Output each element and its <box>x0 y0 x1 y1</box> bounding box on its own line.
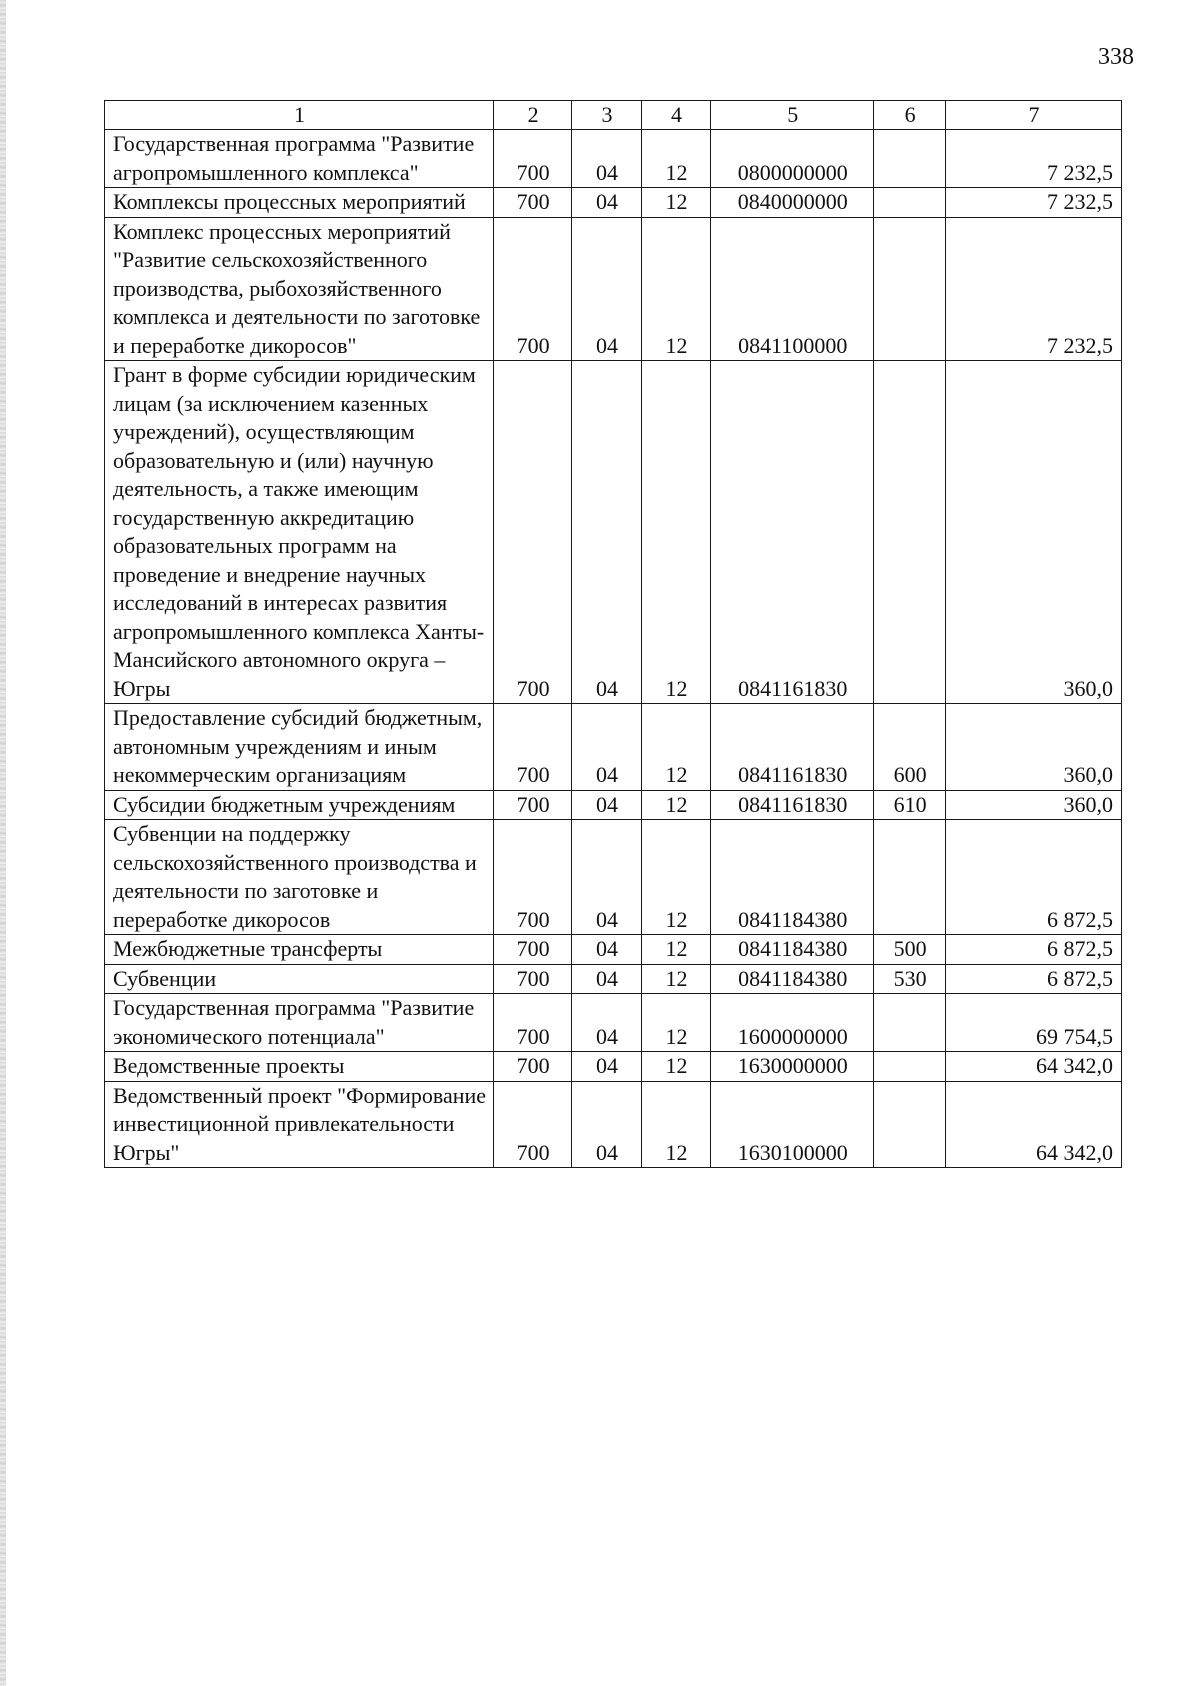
cell-col5: 0841161830 <box>711 361 874 704</box>
cell-col3: 04 <box>572 361 642 704</box>
cell-col4: 12 <box>641 790 711 820</box>
cell-col2: 700 <box>493 217 571 361</box>
cell-col2: 700 <box>493 188 571 218</box>
cell-col7: 6 872,5 <box>945 820 1121 935</box>
cell-col4: 12 <box>641 704 711 791</box>
row-name: Субсидии бюджетным учреждениям <box>105 790 494 820</box>
cell-col7: 6 872,5 <box>945 964 1121 994</box>
header-cell: 6 <box>874 101 946 130</box>
cell-col7: 360,0 <box>945 704 1121 791</box>
row-name: Субвенции на поддержку сельскохозяйственного производства и деятельности по заготовке и переработке дикоросов <box>105 820 494 935</box>
cell-col5: 0841184380 <box>711 820 874 935</box>
cell-col5: 1630000000 <box>711 1052 874 1082</box>
cell-col6 <box>874 361 946 704</box>
cell-col5: 0841100000 <box>711 217 874 361</box>
cell-col4: 12 <box>641 1052 711 1082</box>
row-name: Предоставление субсидий бюджетным, автономным учреждениям и иным некоммерческим организациям <box>105 704 494 791</box>
cell-col7: 360,0 <box>945 790 1121 820</box>
cell-col4: 12 <box>641 964 711 994</box>
table-row <box>105 1052 1122 1082</box>
table-row <box>105 820 1122 935</box>
table-row <box>105 130 1122 188</box>
cell-col6: 500 <box>874 935 946 965</box>
cell-col3: 04 <box>572 994 642 1052</box>
cell-col7: 7 232,5 <box>945 188 1121 218</box>
cell-col6: 610 <box>874 790 946 820</box>
cell-col6 <box>874 130 946 188</box>
header-cell: 7 <box>945 101 1121 130</box>
cell-col2: 700 <box>493 964 571 994</box>
row-name: Ведомственный проект "Формирование инвестиционной привлекательности Югры" <box>105 1081 494 1168</box>
cell-col7: 64 342,0 <box>945 1081 1121 1168</box>
header-cell: 1 <box>105 101 494 130</box>
cell-col2: 700 <box>493 994 571 1052</box>
cell-col6 <box>874 1081 946 1168</box>
cell-col7: 360,0 <box>945 361 1121 704</box>
cell-col3: 04 <box>572 130 642 188</box>
cell-col4: 12 <box>641 820 711 935</box>
cell-col6 <box>874 217 946 361</box>
cell-col3: 04 <box>572 1081 642 1168</box>
cell-col7: 6 872,5 <box>945 935 1121 965</box>
budget-table <box>104 100 1122 1168</box>
header-cell: 3 <box>572 101 642 130</box>
row-name: Межбюджетные трансферты <box>105 935 494 965</box>
cell-col2: 700 <box>493 820 571 935</box>
table-row <box>105 1081 1122 1168</box>
cell-col5: 0841184380 <box>711 935 874 965</box>
cell-col4: 12 <box>641 217 711 361</box>
cell-col5: 0841161830 <box>711 704 874 791</box>
table-row <box>105 188 1122 218</box>
cell-col5: 0840000000 <box>711 188 874 218</box>
table-row <box>105 361 1122 704</box>
cell-col6 <box>874 1052 946 1082</box>
cell-col6: 530 <box>874 964 946 994</box>
cell-col7: 69 754,5 <box>945 994 1121 1052</box>
table-row <box>105 964 1122 994</box>
cell-col4: 12 <box>641 361 711 704</box>
cell-col2: 700 <box>493 790 571 820</box>
table-header-row <box>105 101 1122 130</box>
row-name: Государственная программа "Развитие экономического потенциала" <box>105 994 494 1052</box>
cell-col7: 64 342,0 <box>945 1052 1121 1082</box>
cell-col3: 04 <box>572 935 642 965</box>
cell-col2: 700 <box>493 361 571 704</box>
row-name: Субвенции <box>105 964 494 994</box>
cell-col2: 700 <box>493 1081 571 1168</box>
cell-col3: 04 <box>572 217 642 361</box>
cell-col6 <box>874 994 946 1052</box>
cell-col3: 04 <box>572 704 642 791</box>
header-cell: 2 <box>493 101 571 130</box>
cell-col4: 12 <box>641 130 711 188</box>
cell-col5: 1630100000 <box>711 1081 874 1168</box>
cell-col6: 600 <box>874 704 946 791</box>
cell-col4: 12 <box>641 935 711 965</box>
cell-col5: 0800000000 <box>711 130 874 188</box>
table-row <box>105 704 1122 791</box>
cell-col5: 1600000000 <box>711 994 874 1052</box>
cell-col7: 7 232,5 <box>945 217 1121 361</box>
cell-col4: 12 <box>641 1081 711 1168</box>
cell-col3: 04 <box>572 1052 642 1082</box>
row-name: Комплексы процессных мероприятий <box>105 188 494 218</box>
cell-col2: 700 <box>493 130 571 188</box>
cell-col6 <box>874 188 946 218</box>
row-name: Комплекс процессных мероприятий "Развитие сельскохозяйственного производства, рыбохозяйственного комплекса и деятельности по заготовке и переработке дикоросов" <box>105 217 494 361</box>
cell-col3: 04 <box>572 188 642 218</box>
cell-col6 <box>874 820 946 935</box>
cell-col7: 7 232,5 <box>945 130 1121 188</box>
table-row <box>105 790 1122 820</box>
cell-col3: 04 <box>572 790 642 820</box>
cell-col3: 04 <box>572 964 642 994</box>
cell-col5: 0841184380 <box>711 964 874 994</box>
page-number: 338 <box>1098 44 1134 70</box>
cell-col5: 0841161830 <box>711 790 874 820</box>
cell-col2: 700 <box>493 1052 571 1082</box>
cell-col4: 12 <box>641 994 711 1052</box>
row-name: Грант в форме субсидии юридическим лицам (за исключением казенных учреждений), осуществляющим образовательную и (или) научную деятельность, а также имеющим государственную аккредитацию образовательных программ на проведение и внедрение научных исследований в интересах развития агропромышленного комплекса Ханты-Мансийского автономного округа – Югры <box>105 361 494 704</box>
cell-col3: 04 <box>572 820 642 935</box>
scan-edge <box>0 0 6 1686</box>
table-row <box>105 994 1122 1052</box>
cell-col2: 700 <box>493 935 571 965</box>
header-cell: 5 <box>711 101 874 130</box>
table-row <box>105 935 1122 965</box>
cell-col4: 12 <box>641 188 711 218</box>
header-cell: 4 <box>641 101 711 130</box>
row-name: Государственная программа "Развитие агропромышленного комплекса" <box>105 130 494 188</box>
row-name: Ведомственные проекты <box>105 1052 494 1082</box>
table-row <box>105 217 1122 361</box>
cell-col2: 700 <box>493 704 571 791</box>
